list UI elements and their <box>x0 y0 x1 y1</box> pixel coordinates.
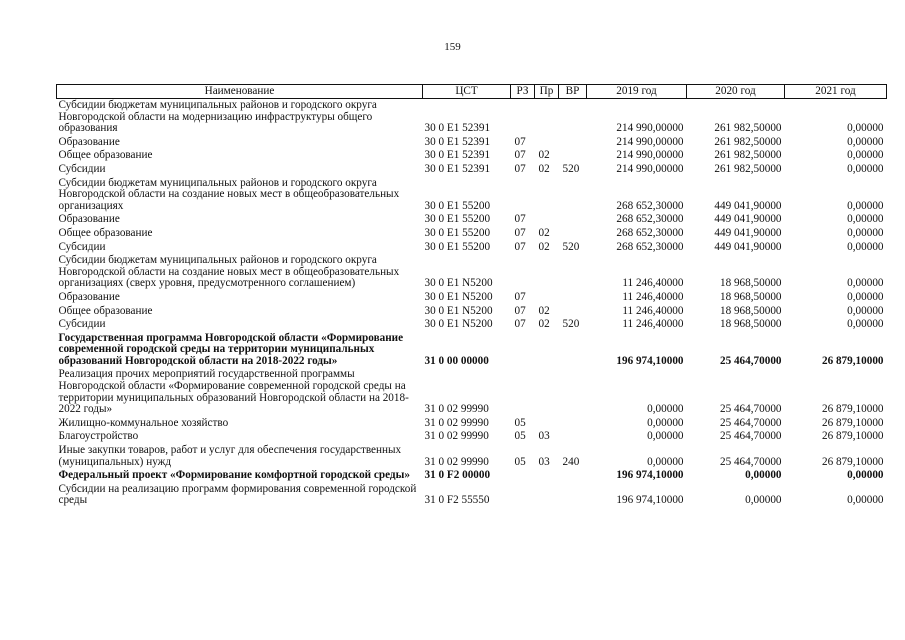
cell-2019: 196 974,10000 <box>616 354 684 367</box>
cell-vr: 520 <box>562 162 580 175</box>
cell-name: Благоустройство <box>58 430 139 443</box>
table-row <box>57 469 887 483</box>
cell-2019: 214 990,00000 <box>616 135 684 148</box>
cell-pr: 02 <box>538 162 550 175</box>
cell-cst: 30 0 E1 N5200 <box>424 318 493 331</box>
col-header-pr: Пр <box>535 85 559 99</box>
table-row <box>57 149 887 163</box>
budget-table <box>56 84 887 508</box>
cell-2020: 25 464,70000 <box>719 354 782 367</box>
cell-2021: 26 879,10000 <box>821 416 884 429</box>
cell-2019: 0,00000 <box>647 430 684 443</box>
cell-pr <box>535 483 559 508</box>
table-row <box>57 332 887 369</box>
cell-rz: 05 <box>514 416 526 429</box>
cell-vr: 520 <box>562 240 580 253</box>
table-header-row <box>57 85 887 99</box>
cell-2021: 0,00000 <box>847 290 884 303</box>
table-row <box>57 444 887 469</box>
page-number: 159 <box>444 41 461 53</box>
cell-cst: 30 0 E1 52391 <box>424 122 491 135</box>
cell-2021: 0,00000 <box>847 213 884 226</box>
table-row <box>57 417 887 431</box>
cell-pr <box>535 213 559 227</box>
cell-name: Субсидии на реализацию программ формирования современной городской среды <box>58 482 417 507</box>
cell-2021: 0,00000 <box>847 135 884 148</box>
cell-pr: 02 <box>538 149 550 162</box>
table-row <box>57 99 887 136</box>
cell-rz <box>511 254 535 291</box>
cell-2019: 268 652,30000 <box>616 226 684 239</box>
cell-cst: 30 0 E1 55200 <box>424 213 491 226</box>
col-header-name: Наименование <box>57 85 423 99</box>
cell-rz: 07 <box>514 240 526 253</box>
table-row <box>57 430 887 444</box>
table-row <box>57 241 887 255</box>
cell-name: Государственная программа Новгородской области «Формирование современной городской среды на территории муниципальных образований Новгородской области на 2018-2022 годы» <box>58 331 404 367</box>
cell-name: Жилищно-коммунальное хозяйство <box>58 416 229 429</box>
cell-2019: 196 974,10000 <box>616 469 684 482</box>
col-header-vr: ВР <box>559 85 587 99</box>
cell-2020: 261 982,50000 <box>714 135 782 148</box>
cell-vr <box>559 149 587 163</box>
cell-name: Субсидии бюджетам муниципальных районов и городского округа Новгородской области на создание новых мест в общеобразовательных организациях <box>58 176 400 212</box>
cell-vr <box>559 254 587 291</box>
cell-rz: 05 <box>514 430 526 443</box>
cell-rz: 07 <box>514 162 526 175</box>
col-header-2020: 2020 год <box>687 85 785 99</box>
cell-2021: 0,00000 <box>847 149 884 162</box>
table-body <box>57 99 887 509</box>
cell-vr: 240 <box>562 455 580 468</box>
cell-2020: 18 968,50000 <box>719 304 782 317</box>
cell-name: Образование <box>58 290 120 303</box>
cell-rz <box>511 368 535 416</box>
cell-2019: 11 246,40000 <box>622 318 684 331</box>
cell-pr: 03 <box>538 430 550 443</box>
cell-rz: 07 <box>514 318 526 331</box>
cell-2019: 0,00000 <box>647 455 684 468</box>
cell-cst: 30 0 E1 52391 <box>424 135 491 148</box>
cell-2020: 449 041,90000 <box>714 226 782 239</box>
cell-pr <box>535 99 559 136</box>
cell-cst: 31 0 00 00000 <box>424 354 489 367</box>
cell-rz <box>511 99 535 136</box>
table-row <box>57 368 887 416</box>
cell-2021: 26 879,10000 <box>821 430 884 443</box>
table-row <box>57 177 887 214</box>
cell-vr: 520 <box>562 318 580 331</box>
cell-pr <box>535 368 559 416</box>
table-row <box>57 136 887 150</box>
cell-cst: 30 0 E1 N5200 <box>424 290 493 303</box>
cell-cst: 31 0 02 99990 <box>424 403 489 416</box>
cell-rz <box>511 177 535 214</box>
col-header-cst: ЦСТ <box>423 85 511 99</box>
cell-2020: 261 982,50000 <box>714 122 782 135</box>
cell-cst: 30 0 E1 55200 <box>424 199 491 212</box>
table-row <box>57 227 887 241</box>
cell-2020: 18 968,50000 <box>719 277 782 290</box>
cell-2021: 0,00000 <box>847 240 884 253</box>
cell-2020: 18 968,50000 <box>719 318 782 331</box>
cell-name: Субсидии <box>58 240 106 253</box>
cell-2020: 261 982,50000 <box>714 162 782 175</box>
cell-rz: 05 <box>514 455 526 468</box>
cell-2020: 25 464,70000 <box>719 416 782 429</box>
cell-rz: 07 <box>514 135 526 148</box>
table-row <box>57 163 887 177</box>
cell-2019: 268 652,30000 <box>616 199 684 212</box>
cell-2021: 0,00000 <box>847 199 884 212</box>
cell-2019: 214 990,00000 <box>616 149 684 162</box>
cell-2019: 0,00000 <box>647 416 684 429</box>
col-header-2021: 2021 год <box>785 85 887 99</box>
table-row <box>57 483 887 508</box>
col-header-2019: 2019 год <box>587 85 687 99</box>
cell-name: Общее образование <box>58 304 153 317</box>
cell-rz: 07 <box>514 213 526 226</box>
cell-vr <box>559 417 587 431</box>
cell-cst: 31 0 02 99990 <box>424 430 489 443</box>
cell-name: Образование <box>58 135 120 148</box>
cell-2019: 214 990,00000 <box>616 122 684 135</box>
cell-name: Реализация прочих мероприятий государственной программы Новгородской области «Формирование современной городской среды на территории муниципальных образований Новгородской области на 2018-2022 годы» <box>58 368 409 416</box>
cell-2020: 449 041,90000 <box>714 199 782 212</box>
cell-pr <box>535 469 559 483</box>
cell-2019: 11 246,40000 <box>622 277 684 290</box>
cell-vr <box>559 213 587 227</box>
cell-2019: 268 652,30000 <box>616 240 684 253</box>
cell-pr: 02 <box>538 304 550 317</box>
cell-vr <box>559 483 587 508</box>
cell-2021: 26 879,10000 <box>821 354 884 367</box>
cell-2020: 25 464,70000 <box>719 403 782 416</box>
table-row <box>57 254 887 291</box>
cell-2021: 0,00000 <box>847 304 884 317</box>
table-row <box>57 213 887 227</box>
cell-vr <box>559 177 587 214</box>
cell-2021: 26 879,10000 <box>821 455 884 468</box>
cell-name: Общее образование <box>58 149 153 162</box>
cell-2019: 268 652,30000 <box>616 213 684 226</box>
cell-rz: 07 <box>514 149 526 162</box>
cell-vr <box>559 430 587 444</box>
cell-2021: 0,00000 <box>847 226 884 239</box>
cell-cst: 30 0 E1 N5200 <box>424 304 493 317</box>
cell-2021: 0,00000 <box>847 318 884 331</box>
cell-2019: 196 974,10000 <box>616 494 684 507</box>
cell-name: Субсидии <box>58 162 106 175</box>
cell-2021: 0,00000 <box>847 162 884 175</box>
cell-2020: 18 968,50000 <box>719 290 782 303</box>
cell-2020: 0,00000 <box>745 469 782 482</box>
cell-2020: 449 041,90000 <box>714 213 782 226</box>
cell-cst: 30 0 E1 55200 <box>424 240 491 253</box>
cell-vr <box>559 227 587 241</box>
col-header-rz: РЗ <box>511 85 535 99</box>
cell-vr <box>559 368 587 416</box>
cell-name: Образование <box>58 213 120 226</box>
cell-pr <box>535 136 559 150</box>
cell-vr <box>559 332 587 369</box>
cell-vr <box>559 291 587 305</box>
cell-cst: 31 0 02 99990 <box>424 455 489 468</box>
cell-2021: 0,00000 <box>847 494 884 507</box>
cell-pr <box>535 417 559 431</box>
cell-2021: 0,00000 <box>847 122 884 135</box>
cell-2020: 449 041,90000 <box>714 240 782 253</box>
cell-rz: 07 <box>514 304 526 317</box>
cell-pr <box>535 332 559 369</box>
cell-vr <box>559 305 587 319</box>
cell-cst: 30 0 E1 55200 <box>424 226 491 239</box>
cell-2019: 11 246,40000 <box>622 290 684 303</box>
table-row <box>57 291 887 305</box>
cell-2020: 25 464,70000 <box>719 430 782 443</box>
cell-pr: 02 <box>538 318 550 331</box>
cell-name: Субсидии <box>58 318 106 331</box>
cell-pr: 03 <box>538 455 550 468</box>
table-row <box>57 305 887 319</box>
cell-pr: 02 <box>538 240 550 253</box>
cell-name: Иные закупки товаров, работ и услуг для обеспечения государственных (муниципальных) нужд <box>58 444 402 468</box>
cell-cst: 31 0 F2 55550 <box>424 494 490 507</box>
cell-2021: 0,00000 <box>847 469 884 482</box>
cell-pr: 02 <box>538 226 550 239</box>
cell-rz: 07 <box>514 226 526 239</box>
cell-vr <box>559 99 587 136</box>
cell-pr <box>535 291 559 305</box>
cell-2019: 11 246,40000 <box>622 304 684 317</box>
cell-rz <box>511 469 535 483</box>
cell-2020: 25 464,70000 <box>719 455 782 468</box>
cell-cst: 31 0 02 99990 <box>424 416 489 429</box>
cell-2019: 0,00000 <box>647 403 684 416</box>
cell-pr <box>535 254 559 291</box>
cell-2019: 214 990,00000 <box>616 162 684 175</box>
cell-rz: 07 <box>514 290 526 303</box>
cell-rz <box>511 483 535 508</box>
cell-name: Общее образование <box>58 226 153 239</box>
cell-vr <box>559 136 587 150</box>
cell-vr <box>559 469 587 483</box>
cell-2020: 261 982,50000 <box>714 149 782 162</box>
cell-pr <box>535 177 559 214</box>
cell-cst: 31 0 F2 00000 <box>424 469 491 482</box>
cell-cst: 30 0 E1 52391 <box>424 149 491 162</box>
cell-rz <box>511 332 535 369</box>
table-row <box>57 318 887 332</box>
cell-2021: 26 879,10000 <box>821 403 884 416</box>
cell-2020: 0,00000 <box>745 494 782 507</box>
cell-cst: 30 0 E1 52391 <box>424 162 491 175</box>
cell-name: Субсидии бюджетам муниципальных районов и городского округа Новгородской области на модернизацию инфраструктуры общего образования <box>58 99 377 135</box>
cell-2021: 0,00000 <box>847 277 884 290</box>
cell-cst: 30 0 E1 N5200 <box>424 277 493 290</box>
cell-name: Субсидии бюджетам муниципальных районов и городского округа Новгородской области на создание новых мест в общеобразовательных организациях (сверх уровня, предусмотренного соглашением) <box>58 254 400 290</box>
cell-name: Федеральный проект «Формирование комфортной городской среды» <box>58 469 410 482</box>
